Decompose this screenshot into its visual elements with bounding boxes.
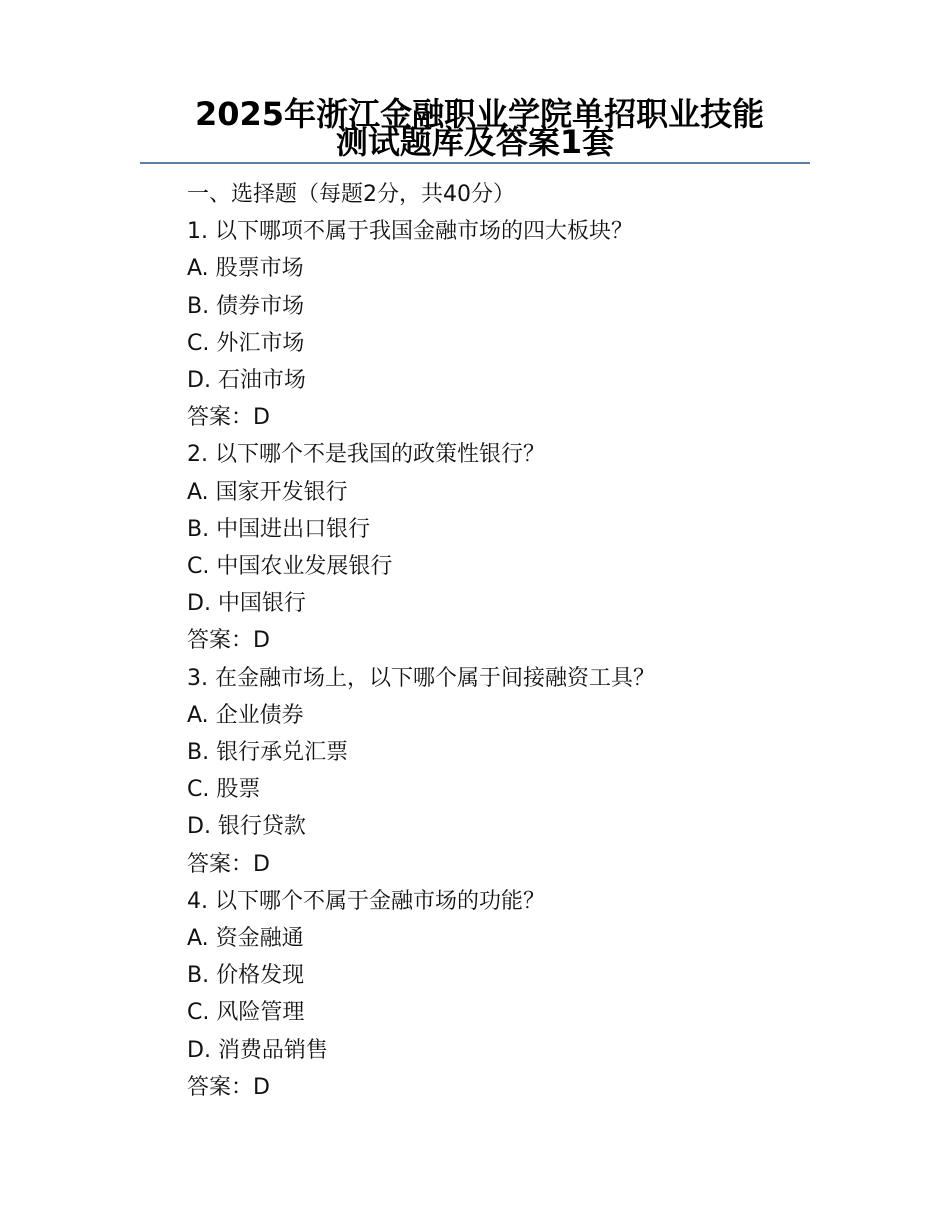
option-c: C. 股票 [187,777,261,803]
question-block [187,436,887,659]
document-title [140,95,810,164]
title-line-2: 测试题库及答案1套 [335,123,615,161]
question-block [187,213,887,436]
option-c: C. 外汇市场 [187,330,305,356]
option-c: C. 中国农业发展银行 [187,554,393,580]
option-b: B. 银行承兑汇票 [187,740,349,766]
document-body [187,176,887,1106]
question-text: 2. 以下哪个不是我国的政策性银行？ [187,442,545,468]
question-block [187,660,887,883]
answer-line: 答案：D [187,1074,270,1100]
answer-line: 答案：D [187,851,270,877]
title-line-1: 2025年浙江金融职业学院单招职业技能 [195,95,765,133]
option-b: B. 债券市场 [187,293,305,319]
section-header: 一、选择题（每题2分，共40分） [187,182,515,207]
answer-line: 答案：D [187,628,270,654]
option-a: A. 国家开发银行 [187,479,348,505]
option-d: D. 中国银行 [187,591,306,617]
option-c: C. 风险管理 [187,1000,305,1026]
option-a: A. 资金融通 [187,926,304,952]
question-text: 3. 在金融市场上，以下哪个属于间接融资工具？ [187,665,655,691]
option-b: B. 价格发现 [187,963,305,989]
question-block [187,883,887,1106]
option-a: A. 股票市场 [187,256,304,282]
question-text: 4. 以下哪个不属于金融市场的功能？ [187,888,545,914]
answer-line: 答案：D [187,405,270,431]
question-text: 1. 以下哪项不属于我国金融市场的四大板块？ [187,219,633,245]
option-a: A. 企业债券 [187,702,304,728]
option-d: D. 石油市场 [187,368,306,394]
option-b: B. 中国进出口银行 [187,516,371,542]
option-d: D. 消费品销售 [187,1037,328,1063]
option-d: D. 银行贷款 [187,814,306,840]
